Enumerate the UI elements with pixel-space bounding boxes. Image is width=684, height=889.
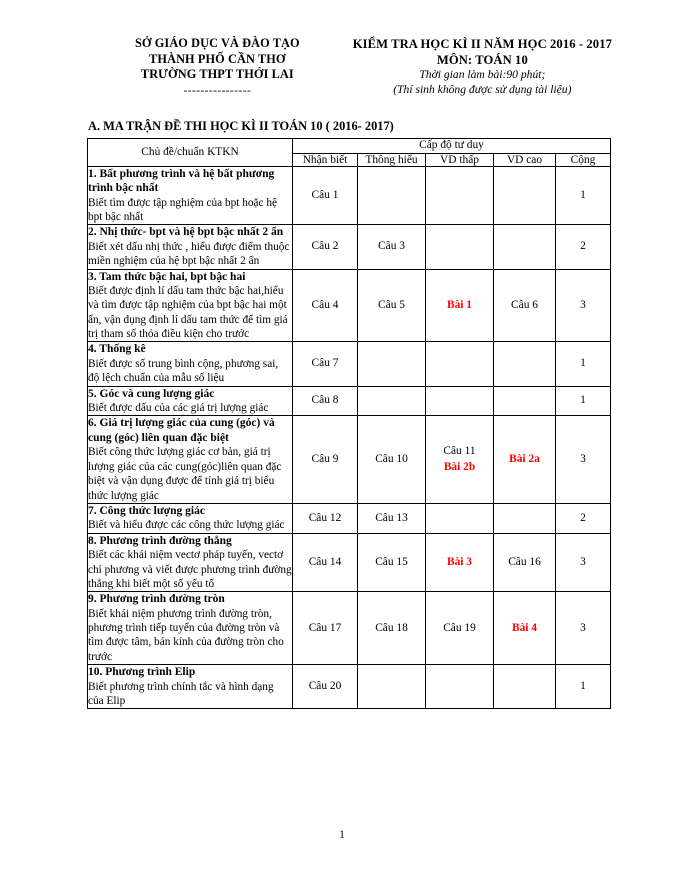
cell-vd-thap	[426, 665, 494, 709]
cell-vd-thap	[426, 166, 494, 225]
cell-cong: 1	[556, 665, 611, 709]
cell-nhan-biet: Câu 20	[293, 665, 358, 709]
cell-vd-thap	[426, 416, 494, 503]
school-header-block	[82, 36, 353, 99]
topic-cell	[88, 386, 293, 416]
topic-description: Biết phương trình chính tắc và hình dạng của Elip	[88, 680, 274, 708]
question-ref: Câu 6	[511, 298, 538, 311]
department-name: SỞ GIÁO DỤC VÀ ĐÀO TẠO	[134, 36, 300, 50]
topic-name: 3. Tam thức bậc hai, bpt bậc hai	[88, 270, 246, 283]
cell-vd-cao	[494, 342, 556, 386]
topic-description: Biết các khái niệm vectơ pháp tuyến, vectơ chỉ phương và viết được phương trình đường thẳng khi biết một số yếu tố	[88, 549, 292, 590]
matrix-table-container	[87, 138, 610, 709]
cell-vd-cao	[494, 225, 556, 269]
city-name: THÀNH PHỐ CẦN THƠ	[149, 51, 286, 66]
cell-cong: 3	[556, 533, 611, 592]
section-title: A. MA TRẬN ĐỀ THI HỌC KÌ II TOÁN 10 ( 2016- 2017)	[88, 118, 394, 133]
cell-nhan-biet: Câu 8	[293, 386, 358, 416]
topic-name: 6. Giá trị lượng giác của cung (góc) và cung (góc) liên quan đặc biệt	[88, 417, 275, 444]
table-row	[88, 166, 611, 225]
topic-name: 5. Góc và cung lượng giác	[88, 387, 215, 400]
exam-note: (Thí sinh không được sử dụng tài liệu)	[393, 83, 572, 97]
column-header-nhan-biet: Nhận biết	[293, 153, 358, 166]
table-row	[88, 269, 611, 342]
table-row	[88, 533, 611, 592]
exercise-ref-highlight: Bài 2b	[443, 460, 476, 473]
cell-vd-thap	[426, 342, 494, 386]
table-row	[88, 386, 611, 416]
cell-thong-hieu: Câu 13	[358, 503, 426, 533]
question-ref: Câu 19	[443, 621, 476, 634]
cell-cong: 1	[556, 386, 611, 416]
cell-cong: 1	[556, 342, 611, 386]
topic-cell	[88, 503, 293, 533]
question-ref: Câu 11	[443, 445, 476, 458]
topic-description: Biết tìm được tập nghiệm của bpt hoặc hệ bpt bậc nhất	[88, 196, 278, 223]
cell-vd-cao	[494, 503, 556, 533]
topic-description: Biết xét dấu nhị thức , hiểu được điểm thuộc miền nghiệm của hệ bpt bậc nhất 2 ẩn	[88, 240, 290, 268]
cell-vd-cao	[494, 386, 556, 416]
table-row	[88, 416, 611, 503]
topic-name: 7. Công thức lượng giác	[88, 504, 205, 517]
cell-cong: 2	[556, 225, 611, 269]
topic-description: Biết công thức lượng giác cơ bản, giá trị lượng giác của các cung(góc)liên quan đặc biệt và vận dụng được để tính giá trị biểu thức lượng giác	[88, 446, 282, 502]
topic-name: 2. Nhị thức- bpt và hệ bpt bậc nhất 2 ẩn	[88, 226, 284, 239]
cell-nhan-biet: Câu 17	[293, 592, 358, 665]
cell-thong-hieu: Câu 10	[358, 416, 426, 503]
topic-description: Biết được dấu của các giá trị lượng giác	[88, 402, 269, 415]
cell-vd-thap	[426, 533, 494, 592]
cell-nhan-biet: Câu 12	[293, 503, 358, 533]
topic-name: 1. Bất phương trình và hệ bất phương trình bậc nhất	[88, 167, 275, 195]
cell-nhan-biet: Câu 4	[293, 269, 358, 342]
cell-nhan-biet: Câu 2	[293, 225, 358, 269]
topic-description: Biết được số trung bình cộng, phương sai, độ lệch chuẩn của mẫu số liệu	[88, 357, 279, 385]
table-row	[88, 592, 611, 665]
cell-thong-hieu: Câu 3	[358, 225, 426, 269]
cell-thong-hieu: Câu 15	[358, 533, 426, 592]
column-header-topic: Chủ đề/chuẩn KTKN	[88, 138, 293, 166]
exercise-ref-highlight: Bài 4	[511, 621, 537, 634]
topic-cell	[88, 592, 293, 665]
cell-thong-hieu	[358, 342, 426, 386]
table-header-row-group	[88, 138, 611, 153]
topic-description: Biết được định lí dấu tam thức bậc hai,hiểu và tìm được tập nghiệm của bpt bậc hai một ẩn, vận dụng định lí dấu tam thức để tìm giá trị tham số thỏa điều kiện cho trước	[88, 284, 288, 341]
table-row	[88, 665, 611, 709]
question-ref: Câu 16	[508, 555, 541, 568]
cell-vd-thap	[426, 592, 494, 665]
topic-cell	[88, 269, 293, 342]
table-row	[88, 342, 611, 386]
table-head	[88, 138, 611, 166]
topic-cell	[88, 166, 293, 225]
exam-matrix-table	[87, 138, 611, 709]
table-row	[88, 503, 611, 533]
cell-cong: 1	[556, 166, 611, 225]
cell-vd-thap	[426, 386, 494, 416]
column-header-thong-hieu: Thông hiểu	[358, 153, 426, 166]
topic-cell	[88, 665, 293, 709]
document-header	[0, 0, 684, 99]
school-name: TRƯỜNG THPT THỚI LAI	[140, 67, 294, 82]
topic-name: 4. Thống kê	[88, 343, 146, 356]
cell-nhan-biet: Câu 9	[293, 416, 358, 503]
cell-vd-cao	[494, 416, 556, 503]
cell-thong-hieu	[358, 665, 426, 709]
cell-vd-cao	[494, 166, 556, 225]
column-header-cong: Cộng	[556, 153, 611, 166]
topic-name: 10. Phương trình Elip	[88, 666, 196, 679]
cell-vd-cao	[494, 533, 556, 592]
exercise-ref-highlight: Bài 1	[446, 298, 472, 311]
topic-cell	[88, 225, 293, 269]
cell-vd-cao	[494, 665, 556, 709]
cell-cong: 2	[556, 503, 611, 533]
header-divider-dashes: ----------------	[183, 85, 252, 98]
cell-vd-cao	[494, 592, 556, 665]
exercise-ref-highlight: Bài 2a	[509, 452, 540, 465]
cell-nhan-biet: Câu 1	[293, 166, 358, 225]
cell-thong-hieu: Câu 5	[358, 269, 426, 342]
column-header-vd-cao: VD cao	[494, 153, 556, 166]
cell-thong-hieu	[358, 166, 426, 225]
cell-vd-thap	[426, 225, 494, 269]
page-number: 1	[339, 828, 345, 841]
cell-thong-hieu	[358, 386, 426, 416]
table-row	[88, 225, 611, 269]
cell-cong: 3	[556, 269, 611, 342]
exercise-ref-highlight: Bài 3	[446, 555, 472, 568]
cell-nhan-biet: Câu 7	[293, 342, 358, 386]
cell-thong-hieu: Câu 18	[358, 592, 426, 665]
topic-name: 8. Phương trình đường thẳng	[88, 534, 232, 547]
exam-subject: MÔN: TOÁN 10	[436, 53, 528, 68]
table-body	[88, 166, 611, 709]
cell-vd-thap	[426, 503, 494, 533]
exam-header-block	[353, 36, 684, 98]
cell-vd-cao	[494, 269, 556, 342]
topic-description: Biết và hiểu được các công thức lượng giác	[88, 519, 285, 532]
column-header-thinking-level: Cấp độ tư duy	[293, 138, 611, 153]
topic-cell	[88, 342, 293, 386]
cell-nhan-biet: Câu 14	[293, 533, 358, 592]
exam-duration: Thời gian làm bài:90 phút;	[419, 68, 546, 82]
topic-cell	[88, 533, 293, 592]
cell-cong: 3	[556, 592, 611, 665]
topic-name: 9. Phương trình đường tròn	[88, 593, 225, 606]
cell-vd-thap	[426, 269, 494, 342]
topic-cell	[88, 416, 293, 503]
exam-title: KIỂM TRA HỌC KÌ II NĂM HỌC 2016 - 2017	[352, 37, 612, 51]
column-header-vd-thap: VD thấp	[426, 153, 494, 166]
topic-description: Biết khái niệm phương trình đường tròn, phương trình tiếp tuyến của đường tròn và tìm được tâm, bán kính của đường tròn cho trước	[88, 607, 284, 663]
cell-cong: 3	[556, 416, 611, 503]
